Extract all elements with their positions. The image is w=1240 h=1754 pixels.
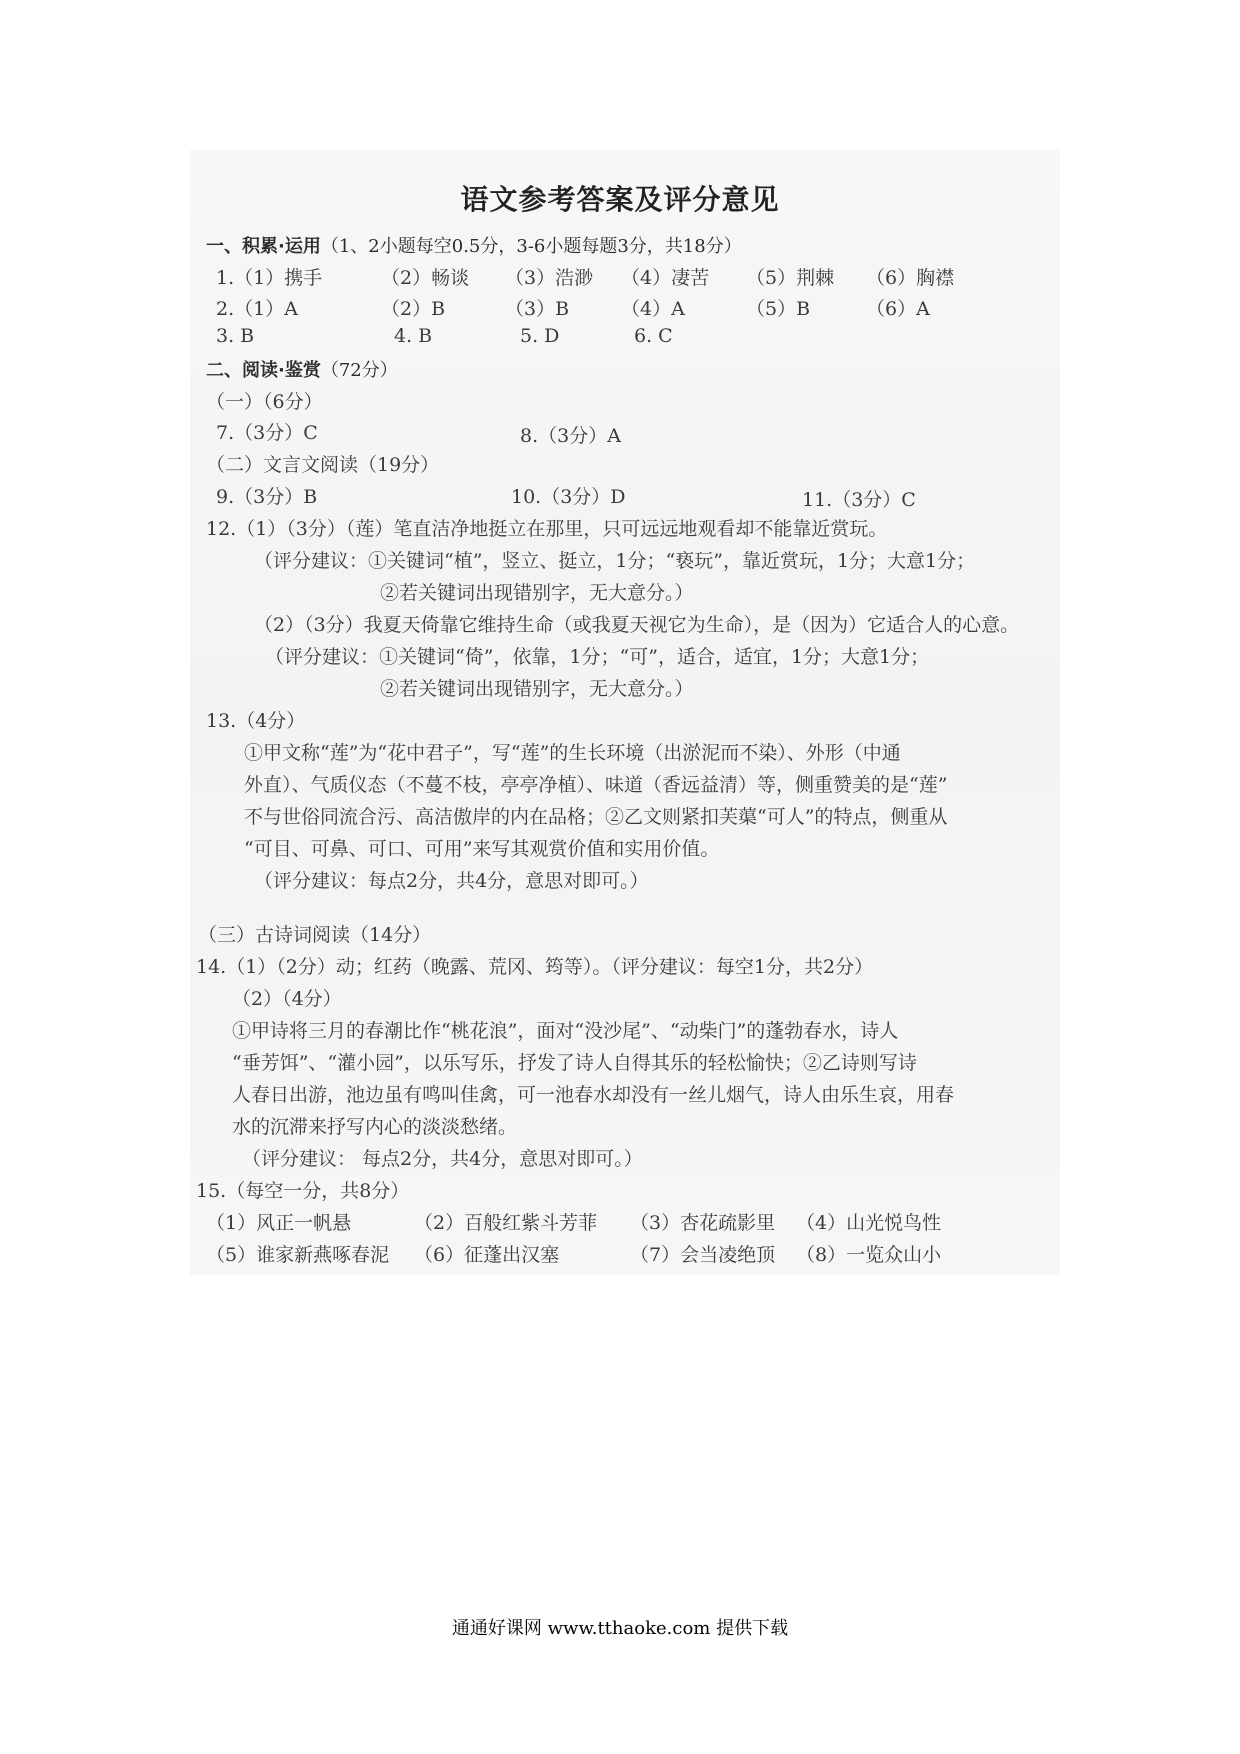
footer-source-note: 通通好课网 www.tthaoke.com 提供下载 <box>451 1618 789 1639</box>
q12-part2: （2）（3分）我夏天倚靠它维持生命（或我夏天视它为生命），是（因为）它适合人的心意。 <box>254 614 1020 636</box>
part-3-heading: （三）古诗词阅读（14分） <box>198 924 432 946</box>
q14-line-4: 水的沉滞来抒写内心的淡淡愁绪。 <box>232 1116 518 1138</box>
part-2-heading: （二）文言文阅读（19分） <box>206 454 440 476</box>
q6-answer: 6. C <box>634 325 673 347</box>
q13-note: （评分建议：每点2分，共4分，意思对即可。） <box>254 870 649 892</box>
q1-item-5: （5）荆棘 <box>746 267 835 289</box>
q14-part2-heading: （2）（4分） <box>232 988 342 1010</box>
part-1-heading: （一）（6分） <box>206 391 323 413</box>
q10-answer: 10.（3分）D <box>511 486 626 508</box>
section-1-heading <box>206 232 742 258</box>
q12-part1-note-2: ②若关键词出现错别字，无大意分。） <box>380 582 694 604</box>
q5-answer: 5. D <box>520 325 560 347</box>
q11-answer: 11.（3分）C <box>802 489 916 511</box>
q12-part2-note-2: ②若关键词出现错别字，无大意分。） <box>380 678 694 700</box>
q15-answer-4: （4）山光悦鸟性 <box>796 1212 942 1234</box>
q15-answer-2: （2）百般红紫斗芳菲 <box>414 1212 598 1234</box>
q14-line-3: 人春日出游，池边虽有鸣叫佳禽，可一池春水却没有一丝儿烟气，诗人由乐生哀，用春 <box>232 1084 955 1106</box>
q8-answer: 8.（3分）A <box>520 425 621 447</box>
q14-note: （评分建议： 每点2分，共4分，意思对即可。） <box>242 1148 643 1170</box>
section-2-title: 二、阅读·鉴赏 <box>206 360 321 381</box>
section-1-note: （1、2小题每空0.5分，3-6小题每题3分，共18分） <box>320 236 742 257</box>
q12-part1-note-1: （评分建议：①关键词“植”，竖立、挺立，1分；“亵玩”，靠近赏玩，1分；大意1分； <box>254 550 976 572</box>
q15-answer-5: （5）谁家新燕啄春泥 <box>206 1244 390 1266</box>
q15-heading: 15.（每空一分，共8分） <box>196 1180 410 1202</box>
q1-item-2: （2）畅谈 <box>381 267 470 289</box>
q13-line-3: 不与世俗同流合污、高洁傲岸的内在品格；②乙文则紧扣芙蕖“可人”的特点，侧重从 <box>244 806 948 828</box>
q2-item-2: （2）B <box>381 298 446 320</box>
q12-part1: 12.（1）（3分）（莲）笔直洁净地挺立在那里，只可远远地观看却不能靠近赏玩。 <box>206 518 888 540</box>
q3-answer: 3. B <box>216 325 255 347</box>
q1-item-6: （6）胸襟 <box>866 267 955 289</box>
q4-answer: 4. B <box>394 325 433 347</box>
q1-item-4: （4）凄苦 <box>621 267 710 289</box>
q1-item-1: 1.（1）携手 <box>216 267 323 289</box>
page-title: 语文参考答案及评分意见 <box>460 183 780 216</box>
section-2-heading <box>206 356 398 382</box>
q2-item-5: （5）B <box>746 298 811 320</box>
q15-answer-6: （6）征蓬出汉塞 <box>414 1244 560 1266</box>
q7-answer: 7.（3分）C <box>216 422 318 444</box>
q13-line-1: ①甲文称“莲”为“花中君子”，写“莲”的生长环境（出淤泥而不染）、外形（中通 <box>244 742 901 764</box>
q2-item-3: （3）B <box>505 298 570 320</box>
q13-line-4: “可目、可鼻、可口、可用”来写其观赏价值和实用价值。 <box>244 838 720 860</box>
q15-answer-3: （3）杏花疏影里 <box>630 1212 776 1234</box>
q2-item-6: （6）A <box>866 298 930 320</box>
q2-item-1: 2.（1）A <box>216 298 298 320</box>
q14-line-2: “垂芳饵”、“灌小园”，以乐写乐，抒发了诗人自得其乐的轻松愉快；②乙诗则写诗 <box>232 1052 917 1074</box>
q15-answer-8: （8）一览众山小 <box>796 1244 942 1266</box>
q15-answer-7: （7）会当凌绝顶 <box>630 1244 776 1266</box>
q14-part1: 14.（1）（2分）动；红药（晚露、荒冈、筠等）。（评分建议：每空1分，共2分） <box>196 956 874 978</box>
section-2-note: （72分） <box>320 360 398 381</box>
q13-heading: 13.（4分） <box>206 710 306 732</box>
q9-answer: 9.（3分）B <box>216 486 318 508</box>
q2-item-4: （4）A <box>621 298 685 320</box>
q14-line-1: ①甲诗将三月的春潮比作“桃花浪”，面对“没沙尾”、“动柴门”的蓬勃春水，诗人 <box>232 1020 899 1042</box>
section-1-title: 一、积累·运用 <box>206 236 321 257</box>
q15-answer-1: （1）风正一帆悬 <box>206 1212 352 1234</box>
q12-part2-note-1: （评分建议：①关键词“倚”，依靠，1分；“可”，适合，适宜，1分；大意1分； <box>265 646 930 668</box>
q1-item-3: （3）浩渺 <box>505 267 594 289</box>
q13-line-2: 外直）、气质仪态（不蔓不枝，亭亭净植）、味道（香远益清）等，侧重赞美的是“莲” <box>244 774 948 796</box>
